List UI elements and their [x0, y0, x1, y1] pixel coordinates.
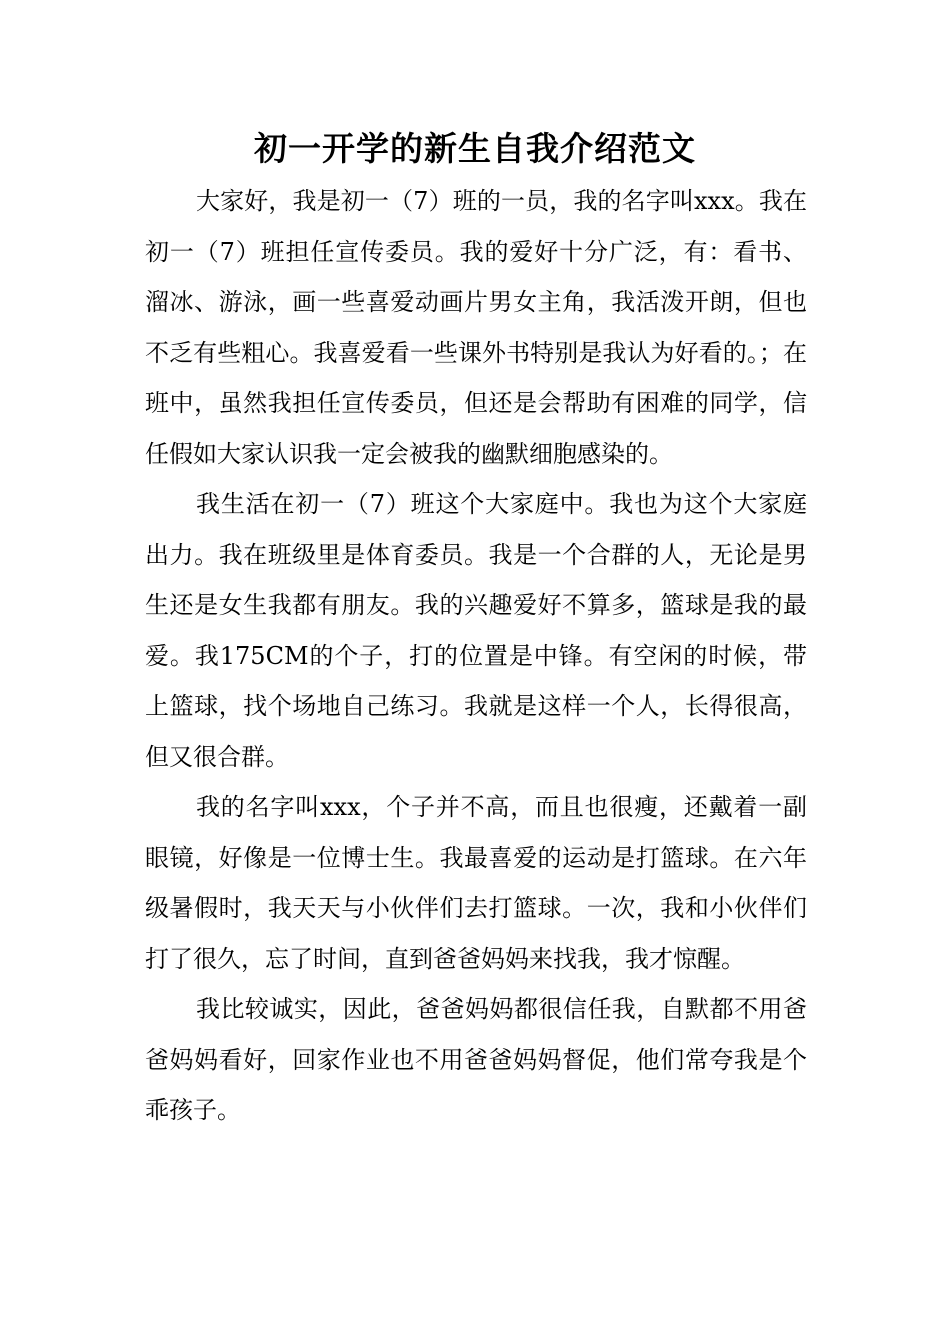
paragraph-4: 我比较诚实，因此，爸爸妈妈都很信任我，自默都不用爸爸妈妈看好，回家作业也不用爸爸妈妈督促，他们常夸我是个乖孩子。	[145, 995, 807, 1124]
document-title: 初一开学的新生自我介绍范文	[254, 129, 696, 168]
paragraph-1: 大家好，我是初一（7）班的一员，我的名字叫xxx。我在初一（7）班担任宣传委员。我的爱好十分广泛，有：看书、溜冰、游泳，画一些喜爱动画片男女主角，我活泼开朗，但也不乏有些粗心。我喜爱看一些课外书特别是我认为好看的。；在班中，虽然我担任宣传委员，但还是会帮助有困难的同学，信任假如大家认识我一定会被我的幽默细胞感染的。	[145, 187, 807, 468]
paragraph-3: 我的名字叫xxx，个子并不高，而且也很瘦，还戴着一副眼镜，好像是一位博士生。我最喜爱的运动是打篮球。在六年级暑假时，我天天与小伙伴们去打篮球。一次，我和小伙伴们打了很久，忘了时间，直到爸爸妈妈来找我，我才惊醒。	[145, 793, 807, 973]
paragraph-2: 我生活在初一（7）班这个大家庭中。我也为这个大家庭出力。我在班级里是体育委员。我是一个合群的人，无论是男生还是女生我都有朋友。我的兴趣爱好不算多，篮球是我的最爱。我175CM的个子，打的位置是中锋。有空闲的时候，带上篮球，找个场地自己练习。我就是这样一个人，长得很高，但又很合群。	[145, 490, 807, 771]
document-body	[145, 176, 807, 1136]
